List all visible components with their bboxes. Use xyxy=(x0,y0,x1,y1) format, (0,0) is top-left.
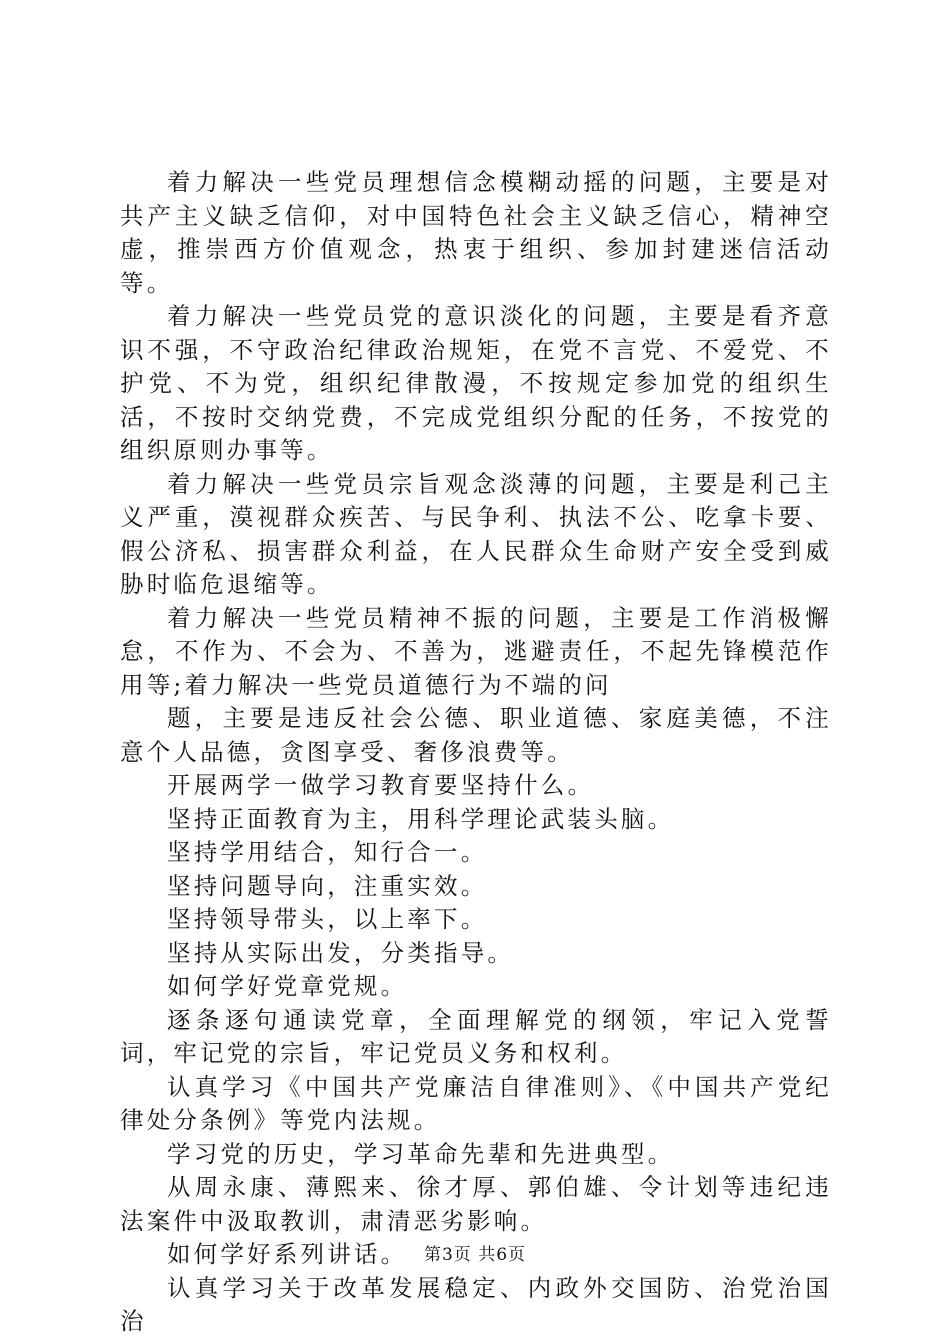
paragraph-purpose: 着力解决一些党员宗旨观念淡薄的问题，主要是利己主义严重，漠视群众疾苦、与民争利、执法不公、吃拿卡要、假公济私、损害群众利益，在人民群众生命财产安全受到威胁时临危退缩等。 xyxy=(120,469,832,598)
paragraph-charter-4: 从周永康、薄熙来、徐才厚、郭伯雄、令计划等违纪违法案件中汲取教训，肃清恶劣影响。 xyxy=(120,1173,832,1235)
paragraph-speeches-1: 认真学习关于改革发展稳定、内政外交国防、治党治国治 xyxy=(120,1273,832,1335)
paragraph-question-persist: 开展两学一做学习教育要坚持什么。 xyxy=(167,771,595,799)
paragraph-persist-3: 坚持问题导向，注重实效。 xyxy=(167,871,488,900)
paragraph-persist-1: 坚持正面教育为主，用科学理论武装头脑。 xyxy=(167,804,675,833)
page-number-footer: 第3页 共6页 xyxy=(423,1245,527,1265)
paragraph-morals: 题，主要是违反社会公德、职业道德、家庭美德，不注意个人品德，贪图享受、奢侈浪费等。 xyxy=(120,704,832,766)
paragraph-question-charter: 如何学好党章党规。 xyxy=(167,972,408,1000)
paragraph-question-speeches: 如何学好系列讲话。 xyxy=(167,1240,408,1268)
paragraph-spirit: 着力解决一些党员精神不振的问题，主要是工作消极懈怠，不作为、不会为、不善为，逃避责任，不起先锋模范作用等;着力解决一些党员道德行为不端的问 xyxy=(120,603,832,699)
paragraph-persist-4: 坚持领导带头，以上率下。 xyxy=(167,905,488,933)
paragraph-party-awareness: 着力解决一些党员党的意识淡化的问题，主要是看齐意识不强，不守政治纪律政治规矩，在党不言党、不爱党、不护党、不为党，组织纪律散漫，不按规定参加党的组织生活，不按时交纳党费，不完成党组织分配的任务，不按党的组织原则办事等。 xyxy=(120,302,832,464)
paragraph-persist-2: 坚持学用结合，知行合一。 xyxy=(167,838,488,866)
paragraph-charter-3: 学习党的历史，学习革命先辈和先进典型。 xyxy=(167,1139,675,1168)
document-body xyxy=(120,166,832,1339)
paragraph-ideals: 着力解决一些党员理想信念模糊动摇的问题，主要是对共产主义缺乏信仰，对中国特色社会主义缺乏信心，精神空虚，推崇西方价值观念，热衷于组织、参加封建迷信活动等。 xyxy=(120,168,832,297)
paragraph-charter-1: 逐条逐句通读党章，全面理解党的纲领，牢记入党誓词，牢记党的宗旨，牢记党员义务和权利。 xyxy=(120,1005,832,1067)
paragraph-persist-5: 坚持从实际出发，分类指导。 xyxy=(167,938,515,967)
paragraph-charter-2: 认真学习《中国共产党廉洁自律准则》、《中国共产党纪律处分条例》等党内法规。 xyxy=(120,1072,832,1134)
